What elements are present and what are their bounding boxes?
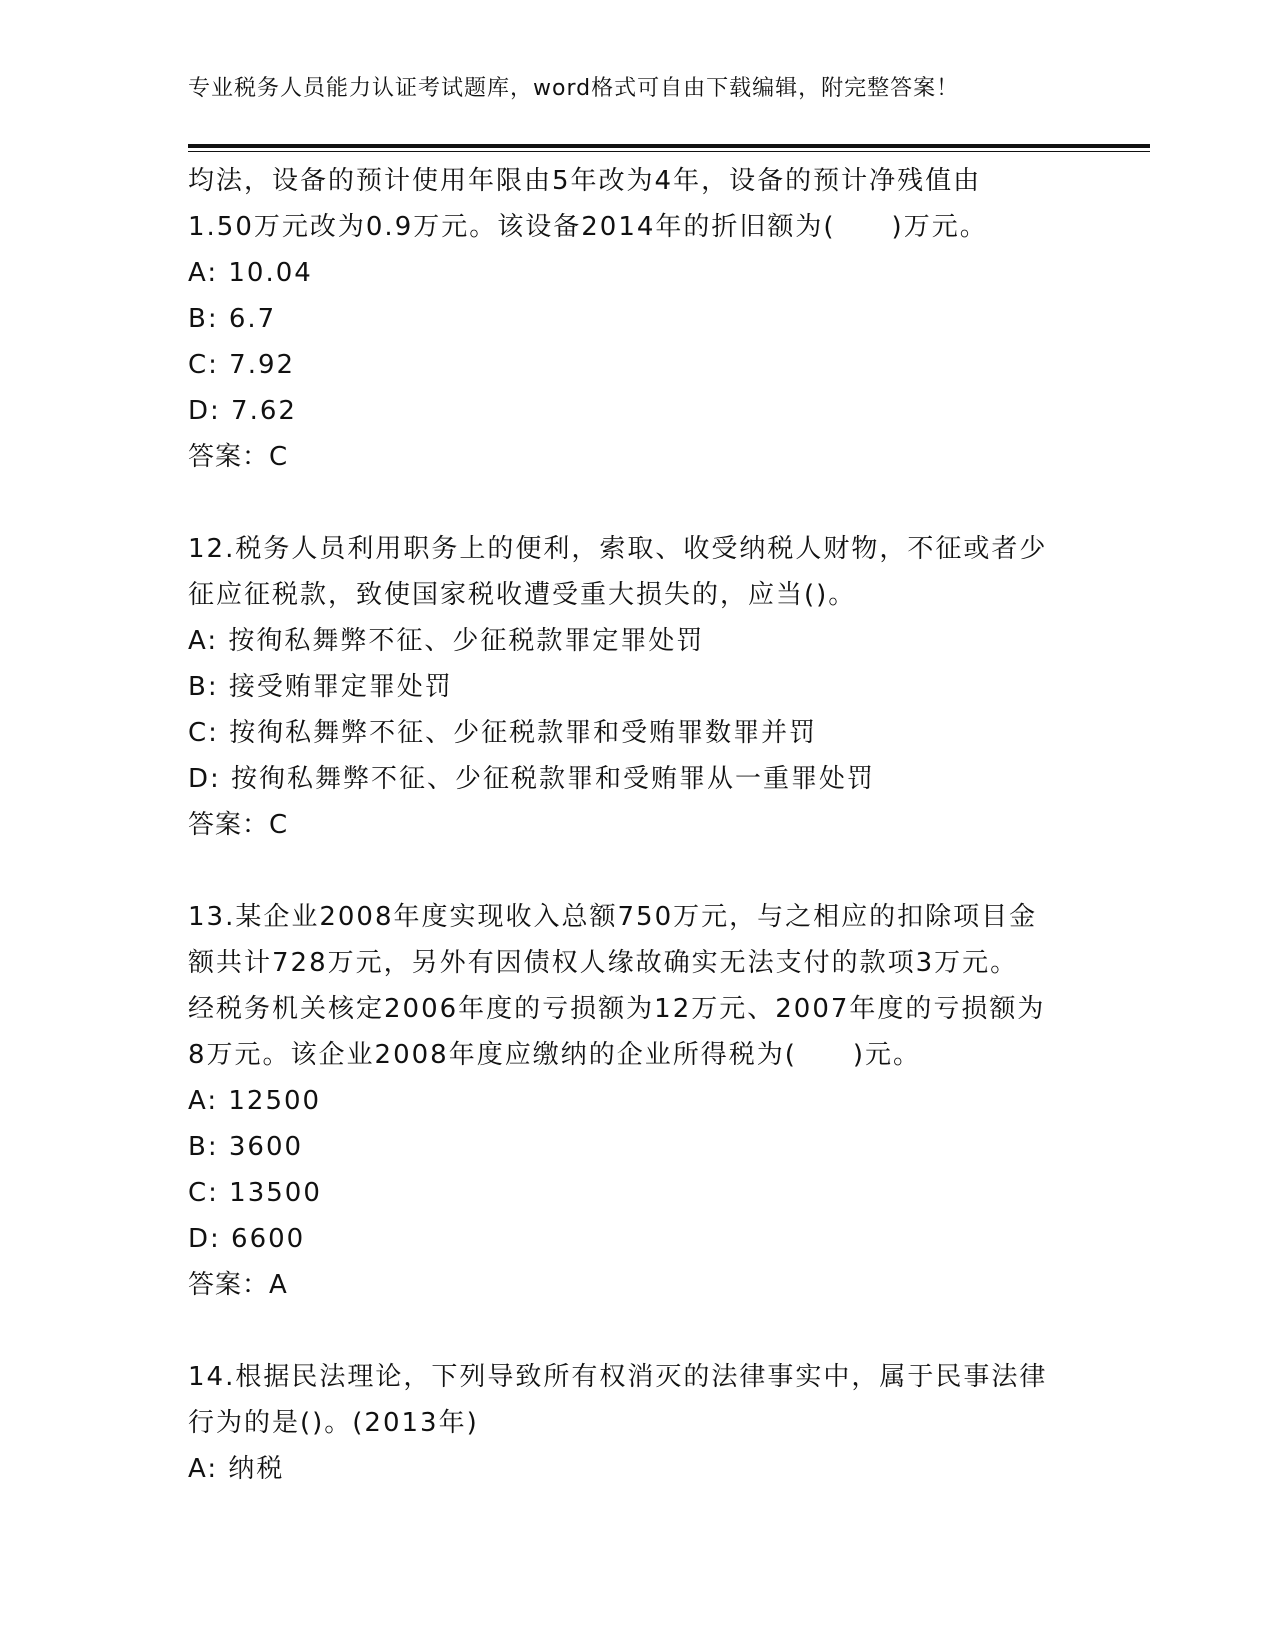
option-b: B: 3600	[188, 1132, 304, 1162]
option-c: C: 按徇私舞弊不征、少征税款罪和受贿罪数罪并罚	[188, 718, 818, 748]
spacer	[188, 480, 1118, 526]
option-b: B: 6.7	[188, 304, 277, 334]
question-list	[188, 158, 1118, 1492]
question-stem-line: 征应征税款，致使国家税收遭受重大损失的，应当()。	[188, 580, 857, 610]
question-13	[188, 894, 1118, 1308]
question-11	[188, 158, 1118, 480]
option-d: D: 6600	[188, 1224, 306, 1254]
question-stem-line: 行为的是()。(2013年)	[188, 1408, 479, 1438]
question-stem-line: 1.50万元改为0.9万元。该设备2014年的折旧额为( )万元。	[188, 212, 988, 242]
question-stem-line: 14.根据民法理论，下列导致所有权消灭的法律事实中，属于民事法律	[188, 1362, 1048, 1392]
spacer	[188, 1308, 1118, 1354]
option-a: A: 纳税	[188, 1454, 285, 1484]
page-header: 专业税务人员能力认证考试题库，word格式可自由下载编辑，附完整答案！	[188, 76, 960, 101]
option-a: A: 10.04	[188, 258, 313, 288]
question-stem-line: 均法，设备的预计使用年限由5年改为4年，设备的预计净残值由	[188, 166, 982, 196]
question-12	[188, 526, 1118, 848]
question-stem-line: 8万元。该企业2008年度应缴纳的企业所得税为( )元。	[188, 1040, 921, 1070]
spacer	[188, 848, 1118, 894]
option-a: A: 按徇私舞弊不征、少征税款罪定罪处罚	[188, 626, 705, 656]
option-b: B: 接受贿罪定罪处罚	[188, 672, 453, 702]
option-a: A: 12500	[188, 1086, 322, 1116]
question-14	[188, 1354, 1118, 1492]
question-stem-line: 经税务机关核定2006年度的亏损额为12万元、2007年度的亏损额为	[188, 994, 1046, 1024]
option-c: C: 7.92	[188, 350, 296, 380]
question-stem-line: 12.税务人员利用职务上的便利，索取、收受纳税人财物，不征或者少	[188, 534, 1048, 564]
header-rule-thin	[188, 151, 1150, 152]
answer: 答案：C	[188, 442, 289, 472]
question-stem-line: 13.某企业2008年度实现收入总额750万元，与之相应的扣除项目金	[188, 902, 1038, 932]
answer: 答案：C	[188, 810, 289, 840]
option-c: C: 13500	[188, 1178, 322, 1208]
question-stem-line: 额共计728万元，另外有因债权人缘故确实无法支付的款项3万元。	[188, 948, 1019, 978]
option-d: D: 7.62	[188, 396, 297, 426]
answer: 答案：A	[188, 1270, 288, 1300]
option-d: D: 按徇私舞弊不征、少征税款罪和受贿罪从一重罪处罚	[188, 764, 876, 794]
header-rule-thick	[188, 144, 1150, 148]
